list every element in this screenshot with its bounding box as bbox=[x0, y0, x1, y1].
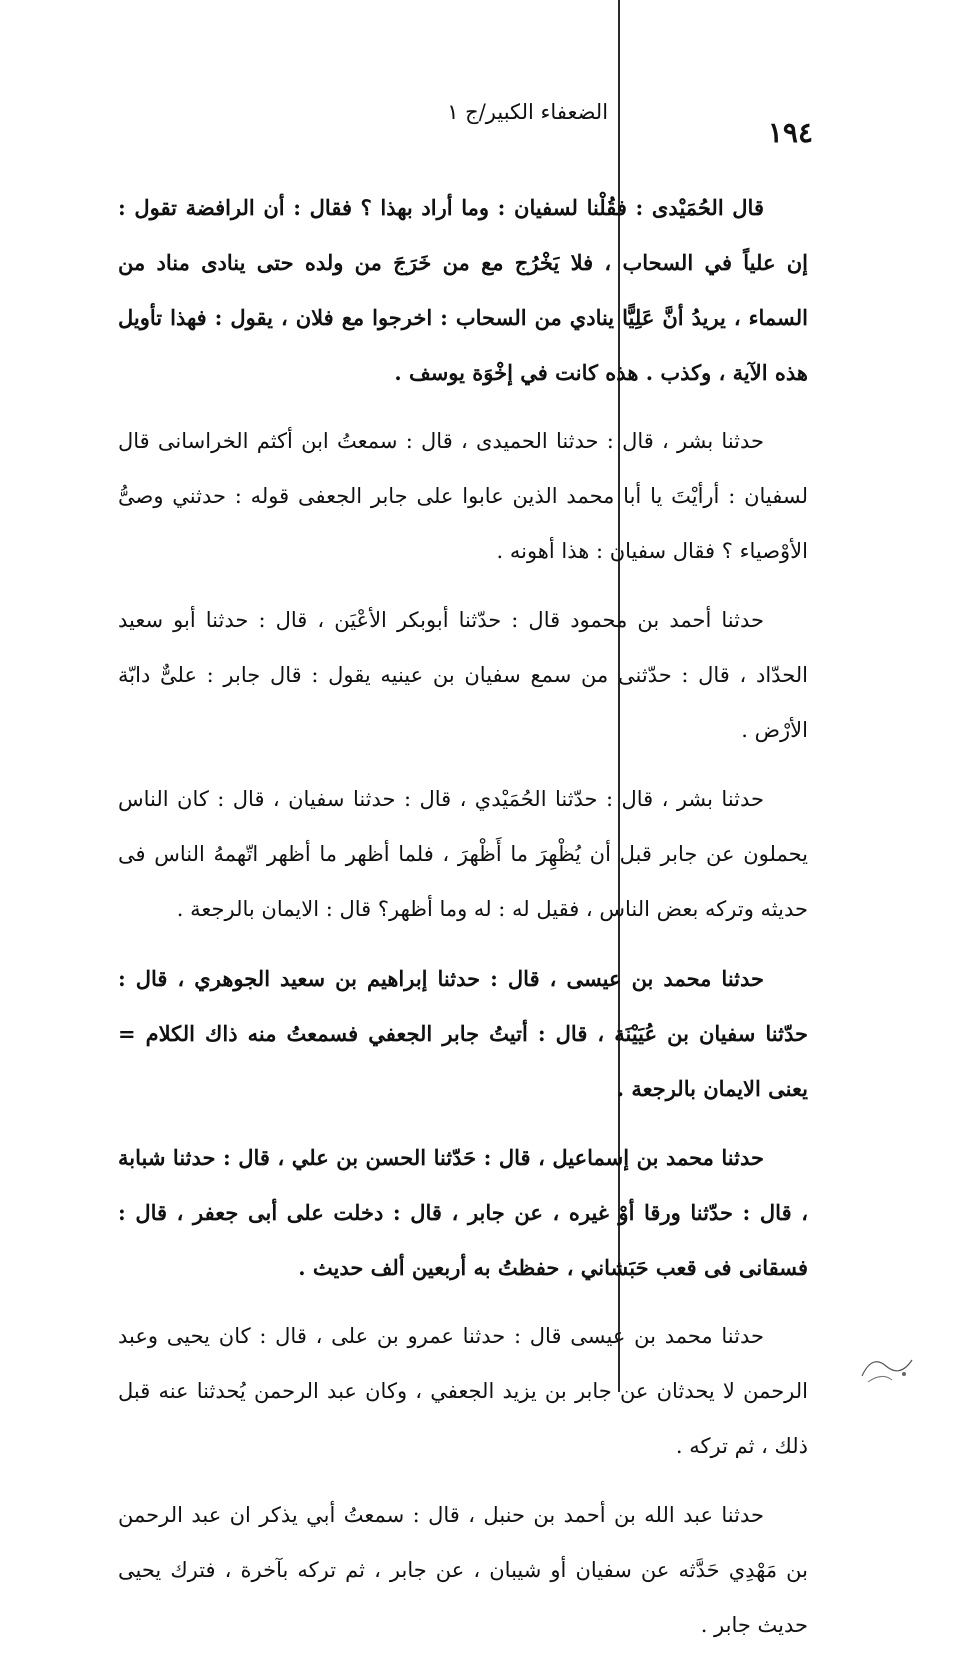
paragraph: قال الحُمَيْدى : فقُلْنا لسفيان : وما أراد بهذا ؟ فقال : أن الرافضة تقول : إن علياً في السحاب ، فلا يَخْرُج مع من خَرَجَ من ولده حتى ينادى مناد من السماء ، يريدُ أنَّ عَلِيًّا ينادي من السحاب : اخرجوا مع فلان ، يقول : فهذا تأويل هذه الآية ، وكذب . هذه كانت في إخْوَة يوسف . bbox=[118, 195, 808, 385]
paragraph: حدثنا بشر ، قال : حدّثنا الحُمَيْدي ، قال : حدثنا سفيان ، قال : كان الناس يحملون عن جابر قبل أن يُظْهِرَ ما أَظْهرَ ، فلما أظهر ما أظهر اتّهمهُ الناس فى حديثه وتركه بعض الناس ، فقيل له : له وما أظهر؟ قال : الايمان بالرجعة . bbox=[118, 787, 808, 921]
body-text bbox=[118, 180, 808, 1667]
paragraph: حدثنا محمد بن إسماعيل ، قال : حَدّثنا الحسن بن علي ، قال : حدثنا شبابة ، قال : حدّثنا ورقا أوْ غيره ، عن جابر ، قال : دخلت على أبى جعفر ، قال : فسقانى فى قعب حَبَشاني ، حفظتُ به أربعين ألف حديث . bbox=[118, 1145, 808, 1280]
paragraph: حدثنا محمد بن عيسى قال : حدثنا عمرو بن على ، قال : كان يحيى وعبد الرحمن لا يحدثان عن جابر بن يزيد الجعفي ، وكان عبد الرحمن يُحدثنا عنه قبل ذلك ، ثم تركه . bbox=[118, 1324, 808, 1458]
running-title: الضعفاء الكبير/ج ١ bbox=[447, 100, 609, 124]
page-number: ١٩٤ bbox=[767, 116, 813, 149]
page-header bbox=[120, 92, 813, 149]
paragraph: حدثنا بشر ، قال : حدثنا الحميدى ، قال : سمعتُ ابن أكثم الخراسانى قال لسفيان : أرأيْتَ يا أبا محمد الذين عابوا على جابر الجعفى قوله : حدثني وصىُّ الأوْصياء ؟ فقال سفيان : هذا أهونه . bbox=[118, 429, 808, 563]
paragraph: حدثنا محمد بن عيسى ، قال : حدثنا إبراهيم بن سعيد الجوهري ، قال : حدّثنا سفيان بن عُيَيْنَة ، قال : أتيتُ جابر الجعفي فسمعتُ منه ذاك الكلام = يعنى الايمان بالرجعة . bbox=[118, 966, 808, 1101]
paragraph: حدثنا عبد الله بن أحمد بن حنبل ، قال : سمعتُ أبي يذكر ان عبد الرحمن بن مَهْدِي حَدَّثه عن سفيان أو شيبان ، عن جابر ، ثم تركه بآخرة ، فترك يحيى حديث جابر . bbox=[118, 1503, 808, 1637]
paragraph: حدثنا أحمد بن محمود قال : حدّثنا أبوبكر الأعْيَن ، قال : حدثنا أبو سعيد الحدّاد ، قال : حدّثنى من سمع سفيان بن عينيه يقول : قال جابر : علىٌّ دابّة الأرْض . bbox=[118, 608, 808, 742]
library-stamp-mark bbox=[858, 1346, 918, 1386]
